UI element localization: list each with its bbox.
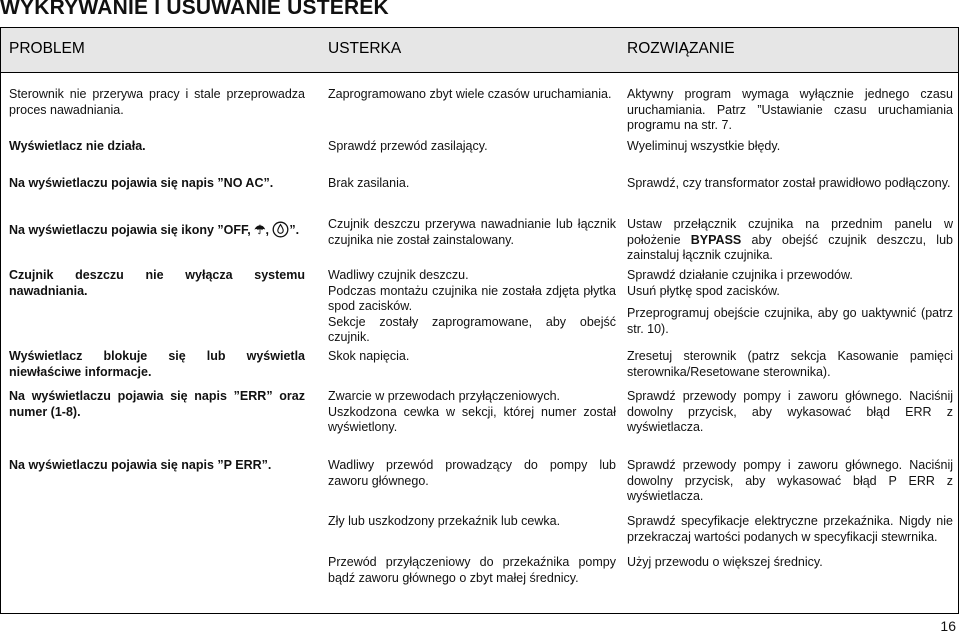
row-8-problem: Na wyświetlaczu pojawia się napis ”P ERR”.	[9, 458, 272, 472]
row-5-fault	[328, 268, 616, 346]
row-1-solution: Aktywny program wymaga wyłącznie jednego czasu uruchamiania. Patrz ”Ustawianie czasu uruchamiania programu na str. 7.	[627, 87, 953, 132]
row-7-fault-2: Uszkodzona cewka w sekcji, której numer został wyświetlony.	[328, 404, 616, 434]
row-5-fault-2: Podczas montażu czujnika nie została zdjęta płytka spod zacisków.	[328, 283, 616, 313]
row-8-fault-3: Przewód przyłączeniowy do przekaźnika pompy bądź zaworu głównego o zbyt małej średnicy.	[328, 555, 616, 585]
row-8-fault-1: Wadliwy przewód prowadzący do pompy lub zaworu głównego.	[328, 458, 616, 488]
row-4-solution-bold: BYPASS	[690, 232, 742, 247]
row-3-solution: Sprawdź, czy transformator został prawidłowo podłączony.	[627, 176, 951, 190]
column-header-problem: PROBLEM	[9, 40, 85, 57]
page-title: WYKRYWANIE I USUWANIE USTEREK	[0, 0, 389, 19]
row-4-problem	[9, 221, 305, 239]
row-5-solution-1: Sprawdź działanie czujnika i przewodów.	[627, 268, 853, 282]
row-4-problem-prefix: Na wyświetlaczu pojawia się ikony ”OFF,	[9, 223, 251, 237]
row-2-fault: Sprawdź przewód zasilający.	[328, 139, 488, 153]
row-7-solution: Sprawdź przewody pompy i zaworu głównego. Naciśnij dowolny przycisk, aby wykasować błąd ERR z wyświetlacza.	[627, 389, 953, 434]
row-5-fault-3: Sekcje zostały zaprogramowane, aby obejść czujnik.	[328, 314, 616, 344]
row-6-problem: Wyświetlacz blokuje się lub wyświetla niewłaściwe informacje.	[9, 349, 305, 379]
page-number: 16	[940, 618, 956, 634]
row-7-fault	[328, 389, 616, 436]
row-1-problem: Sterownik nie przerywa pracy i stale przeprowadza proces nawadniania.	[9, 87, 305, 117]
umbrella-icon: ☂	[254, 223, 266, 237]
row-4-solution-suffix: aby obejść czujnik deszczu, lub zainstaluj łącznik czujnika.	[627, 232, 953, 262]
row-4-solution-prefix: Ustaw przełącznik czujnika na przednim panelu w położenie	[627, 217, 953, 247]
troubleshooting-table	[0, 27, 959, 614]
row-5-solution	[627, 268, 953, 337]
table-header-row	[1, 28, 958, 73]
row-3-fault: Brak zasilania.	[328, 176, 410, 190]
row-8-solution-1: Sprawdź przewody pompy i zaworu głównego. Naciśnij dowolny przycisk, aby wykasować błąd P ERR z wyświetlacza.	[627, 458, 953, 503]
row-4-problem-comma: ,	[265, 223, 269, 237]
row-7-problem: Na wyświetlaczu pojawia się napis ”ERR” oraz numer (1-8).	[9, 389, 305, 419]
column-header-fault: USTERKA	[328, 40, 402, 57]
rain-drop-circle-icon	[272, 221, 289, 238]
row-6-solution: Zresetuj sterownik (patrz sekcja Kasowanie pamięci sterownika/Resetowane sterownika).	[627, 349, 953, 379]
row-1-fault: Zaprogramowano zbyt wiele czasów uruchamiania.	[328, 87, 612, 101]
row-4-fault: Czujnik deszczu przerywa nawadnianie lub łącznik czujnika nie został zainstalowany.	[328, 217, 616, 247]
row-5-fault-1: Wadliwy czujnik deszczu.	[328, 268, 469, 282]
row-2-problem: Wyświetlacz nie działa.	[9, 139, 146, 153]
row-8-solution-2: Sprawdź specyfikacje elektryczne przekaźnika. Nigdy nie przekraczaj wartości podanych w specyfikacji stewrnika.	[627, 514, 953, 544]
row-5-problem: Czujnik deszczu nie wyłącza systemu nawadniania.	[9, 268, 305, 298]
row-3-problem: Na wyświetlaczu pojawia się napis ”NO AC”.	[9, 176, 274, 190]
row-2-solution: Wyeliminuj wszystkie błędy.	[627, 139, 781, 153]
row-5-solution-2: Usuń płytkę spod zacisków.	[627, 283, 780, 298]
row-5-solution-3: Przeprogramuj obejście czujnika, aby go uaktywnić (patrz str. 10).	[627, 306, 953, 336]
row-8-fault-2: Zły lub uszkodzony przekaźnik lub cewka.	[328, 514, 561, 528]
row-7-fault-1: Zwarcie w przewodach przyłączeniowych.	[328, 389, 561, 403]
row-4-problem-suffix: ”.	[289, 223, 300, 237]
row-8-solution-3: Użyj przewodu o większej średnicy.	[627, 555, 823, 569]
row-4-solution	[627, 217, 953, 264]
column-header-solution: ROZWIĄZANIE	[627, 40, 735, 57]
row-6-fault: Skok napięcia.	[328, 349, 410, 363]
